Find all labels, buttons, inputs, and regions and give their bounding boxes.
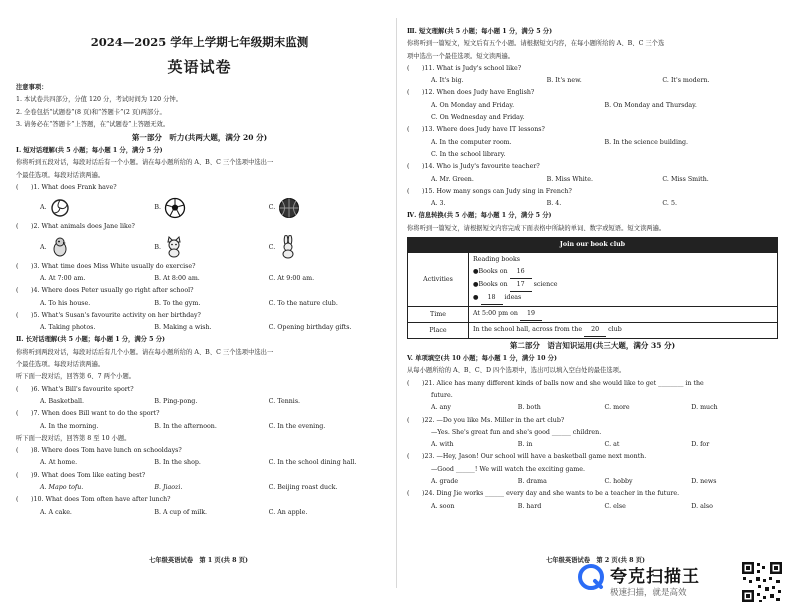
- blank-17[interactable]: 17: [510, 279, 532, 292]
- question-2-options: [16, 234, 383, 261]
- option-c: C. In the school library.: [431, 150, 506, 158]
- question-24: ( )24. Ding Jie works ______ every day and she wants to be a teacher in the future.: [407, 490, 680, 498]
- question-7-options: [16, 421, 383, 433]
- volleyball-icon: [50, 198, 70, 218]
- option-b: B. At 8:00 am.: [154, 274, 200, 282]
- section5-heading: V. 单项填空(共 10 小题；每小题 1 分，满分 10 分): [407, 355, 557, 363]
- question-11-options: [407, 75, 778, 87]
- option-d: D. much: [691, 404, 718, 412]
- option-c: C. To the nature club.: [268, 299, 338, 307]
- option-c: C. On Wednesday and Friday.: [431, 114, 525, 122]
- question-12: ( )12. When does Judy have English?: [407, 89, 535, 97]
- question-6-options: [16, 396, 383, 408]
- option-c-label: C.: [268, 204, 276, 212]
- time-label: Time: [408, 307, 469, 323]
- option-a: A. Mapo tofu.: [40, 484, 84, 492]
- section2-desc-2: 个最佳选项。每段对话读两遍。: [16, 361, 105, 369]
- option-b: B. On Monday and Thursday.: [604, 101, 697, 109]
- question-9: ( )9. What does Tom like eating best?: [16, 471, 146, 479]
- question-10-options: [16, 507, 383, 519]
- question-23-line-1: ( )23. —Hey, Jason! Our school will have a basketball game next month.: [407, 453, 647, 461]
- question-21-line-1: ( )21. Alice has many different kinds of balls now and she would like to get ________ in the: [407, 379, 704, 387]
- option-c: C. Opening birthday gifts.: [268, 324, 352, 332]
- question-12-option-c: [407, 112, 778, 124]
- option-b-label: B.: [154, 204, 161, 212]
- question-2: ( )2. What animals does Jane like?: [16, 223, 135, 231]
- question-22-line-1: ( )22. —Do you like Ms. Miller in the art club?: [407, 416, 565, 424]
- book-club-table: [407, 237, 778, 339]
- option-a: A. Basketball.: [40, 397, 85, 405]
- part2-heading: 第二部分 语言知识运用(共三大题，满分 35 分): [509, 341, 676, 351]
- question-3-options: [16, 273, 383, 285]
- section2-heading: Ⅱ. 长对话理解(共 5 小题；每小题 1 分，满分 5 分): [16, 336, 165, 344]
- scanner-name: 夸克扫描王: [610, 567, 700, 587]
- section4-desc: 你将听到一篇短文，请根据短文内容完成下面表格中所缺的单词、数字或短语。短文读两遍。: [407, 224, 666, 232]
- books-on-text: ●Books on: [473, 268, 508, 276]
- cat-icon: [164, 236, 184, 258]
- option-b: B. A cup of milk.: [154, 508, 208, 516]
- bullet: ●: [473, 294, 479, 302]
- option-b: B. Miss White.: [546, 175, 594, 183]
- activities-label: Activities: [408, 253, 469, 307]
- option-a: A. On Monday and Friday.: [431, 101, 515, 109]
- question-14-options: [407, 174, 778, 186]
- question-15: ( )15. How many songs can Judy sing in French?: [407, 187, 572, 195]
- option-c: C. hobby: [604, 478, 633, 486]
- option-b: B. Ping-pong.: [154, 397, 198, 405]
- option-b: B. 4.: [546, 200, 562, 208]
- question-12-options: [407, 100, 778, 112]
- option-c: C. else: [604, 502, 626, 510]
- question-13-option-c: [407, 149, 778, 161]
- option-c: C. Miss Smith.: [662, 175, 709, 183]
- club-text: club: [608, 326, 622, 334]
- bird-icon: [50, 236, 70, 258]
- option-a: A. any: [431, 404, 451, 412]
- section1-heading: Ⅰ. 短对话理解(共 5 小题；每小题 1 分，满分 5 分): [16, 147, 163, 155]
- option-b: B. drama: [517, 478, 547, 486]
- reading-books: Reading books: [473, 256, 521, 264]
- option-c: C. At 9:00 am.: [268, 274, 315, 282]
- section2-sub1: 听下面一段对话，回答第 6、7 两个小题。: [16, 373, 136, 381]
- question-5: ( )5. What's Susan's favourite activity on her birthday?: [16, 311, 201, 319]
- section5-desc: 从每小题所给的 A、B、C、D 四个选项中，选出可以填入空白处的最佳选项。: [407, 367, 626, 375]
- option-a: A. grade: [431, 478, 459, 486]
- place-label: Place: [408, 323, 469, 339]
- section1-desc-1: 你将听到五段对话，每段对话后有一个小题。请在每小题所给的 A、B、C 三个选项中选出一: [16, 159, 274, 167]
- question-5-options: [16, 322, 383, 334]
- option-b: B. In the shop.: [154, 459, 201, 467]
- question-23-line-2: —Good ______! We will watch the exciting game.: [431, 465, 585, 473]
- question-21-options: [407, 402, 778, 414]
- option-b: B. hard: [517, 502, 542, 510]
- option-c: C. at: [604, 441, 620, 449]
- option-c-label: C.: [268, 243, 276, 251]
- blank-18[interactable]: 18: [481, 292, 503, 305]
- option-a: A. To his house.: [40, 299, 91, 307]
- option-c: C. Tennis.: [268, 397, 301, 405]
- place-text: In the school hall, across from the: [473, 326, 583, 334]
- option-c: C. In the evening.: [268, 422, 326, 430]
- notes-heading: 注意事项：: [16, 84, 48, 91]
- question-15-options: [407, 198, 778, 210]
- option-a: A. In the morning.: [40, 422, 99, 430]
- question-1-options: [16, 194, 383, 221]
- science-text: science: [533, 281, 558, 289]
- exam-subtitle: 英语试卷: [167, 58, 232, 76]
- question-3: ( )3. What time does Miss White usually do exercise?: [16, 262, 196, 270]
- option-c: C. more: [604, 404, 630, 412]
- blank-20[interactable]: 20: [584, 324, 606, 337]
- exam-title: 2024—2025 学年上学期七年级期末监测: [90, 35, 309, 49]
- books-on-row-1: [473, 266, 773, 279]
- option-a: A. soon: [431, 502, 455, 510]
- question-6: ( )6. What's Bill's favourite sport?: [16, 385, 134, 393]
- option-d: D. also: [691, 502, 713, 510]
- question-4: ( )4. Where does Peter usually go right after school?: [16, 287, 194, 295]
- basketball-icon: [278, 197, 300, 219]
- section2-sub2: 听下面一段对话，回答第 8 至 10 小题。: [16, 434, 131, 442]
- option-b: B. In the science building.: [604, 138, 689, 146]
- option-d: D. for: [691, 441, 710, 449]
- time-text: At 5:00 pm on: [473, 310, 518, 318]
- option-c: C. It's modern.: [662, 77, 710, 85]
- blank-19[interactable]: 19: [520, 308, 542, 321]
- option-a: A. with: [431, 441, 454, 449]
- question-9-options: [16, 482, 383, 494]
- note-2: 2. 全卷包括“试题卷”(8 页)和“答题卡”(2 页)两部分。: [16, 108, 166, 116]
- question-13: ( )13. Where does Judy have IT lessons?: [407, 126, 545, 134]
- option-a: A. At 7:00 am.: [40, 274, 86, 282]
- right-page: [397, 0, 794, 610]
- section3-desc-2: 项中选出一个最佳选项。短文读两遍。: [407, 52, 515, 60]
- option-c: C. Beijing roast duck.: [268, 484, 338, 492]
- books-on-text: ●Books on: [473, 281, 508, 289]
- question-8: ( )8. Where does Tom have lunch on schooldays?: [16, 447, 182, 455]
- option-b-label: B.: [154, 243, 161, 251]
- scanner-logo-icon: [578, 564, 604, 590]
- option-a-label: A.: [40, 204, 47, 212]
- table-header: Join our book club: [408, 238, 778, 253]
- section3-heading: Ⅲ. 短文理解(共 5 小题；每小题 1 分，满分 5 分): [407, 28, 553, 35]
- books-on-row-2: [473, 279, 773, 292]
- option-a: A. 3.: [431, 200, 446, 208]
- activities-cell: [469, 253, 778, 307]
- option-b: B. Making a wish.: [154, 324, 212, 332]
- option-a: A. A cake.: [40, 508, 72, 516]
- ideas-row: [473, 292, 773, 305]
- option-b: B. To the gym.: [154, 299, 201, 307]
- question-10: ( )10. What does Tom often have after lunch?: [16, 496, 171, 504]
- page-footer-left: 七年级英语试卷 第 1 页(共 8 页): [148, 557, 249, 564]
- option-b: B. in: [517, 441, 533, 449]
- question-13-options: [407, 137, 778, 149]
- section2-desc-1: 你将听到两段对话，每段对话后有几个小题。请在每小题所给的 A、B、C 三个选项中选出一: [16, 348, 274, 356]
- option-a: A. Mr. Green.: [431, 175, 474, 183]
- question-11: ( )11. What is Judy's school like?: [407, 64, 522, 72]
- option-a-label: A.: [40, 243, 47, 251]
- note-1: 1. 本试卷共四部分，分值 120 分，考试时间为 120 分钟。: [16, 96, 182, 104]
- option-d: D. news: [691, 478, 717, 486]
- option-c: C. An apple.: [268, 508, 308, 516]
- blank-16[interactable]: 16: [510, 266, 532, 279]
- part1-heading: 第一部分 听力(共两大题，满分 20 分): [131, 133, 268, 143]
- place-cell: [469, 323, 778, 339]
- question-7: ( )7. When does Bill want to do the sport?: [16, 410, 160, 418]
- question-23-options: [407, 476, 778, 488]
- option-c: C. 5.: [662, 200, 677, 208]
- question-8-options: [16, 457, 383, 469]
- soccer-ball-icon: [164, 197, 186, 219]
- qr-code-icon: [740, 560, 784, 604]
- page-footer-right: 七年级英语试卷 第 2 页(共 8 页): [545, 557, 646, 564]
- option-a: A. Taking photos.: [40, 324, 96, 332]
- section1-desc-2: 个最佳选项。每段对话读两遍。: [16, 171, 105, 179]
- time-cell: [469, 307, 778, 323]
- option-b: B. Jiaozi.: [154, 484, 183, 492]
- option-a: A. It's big.: [431, 77, 464, 85]
- option-c: C. In the school dining hall.: [268, 459, 357, 467]
- scanner-watermark: [578, 560, 728, 604]
- ideas-text: ideas: [504, 294, 522, 302]
- note-3: 3. 请务必在“答题卡”上答题，在“试题卷”上答题无效。: [16, 120, 170, 128]
- section3-desc-1: 你将听到一篇短文，短文后有五个小题。请根据短文内容，在每小题所给的 A、B、C 三个选: [407, 40, 665, 48]
- option-b: B. In the afternoon.: [154, 422, 217, 430]
- question-22-line-2: —Yes. She's great fun and she's good ______ children.: [431, 428, 602, 436]
- question-1: ( )1. What does Frank have?: [16, 184, 117, 192]
- rabbit-icon: [278, 235, 298, 259]
- option-a: A. At home.: [40, 459, 78, 467]
- question-21-line-2: future.: [431, 391, 453, 399]
- section4-heading: Ⅳ. 信息转换(共 5 小题；每小题 1 分，满分 5 分): [407, 212, 552, 220]
- option-a: A. In the computer room.: [431, 138, 512, 146]
- question-14: ( )14. Who is Judy's favourite teacher?: [407, 163, 540, 171]
- question-24-options: [407, 501, 778, 513]
- question-22-options: [407, 439, 778, 451]
- question-4-options: [16, 298, 383, 310]
- option-b: B. both: [517, 404, 541, 412]
- scanner-tagline: 极速扫描，就是高效: [610, 588, 687, 598]
- option-b: B. It's new.: [546, 77, 582, 85]
